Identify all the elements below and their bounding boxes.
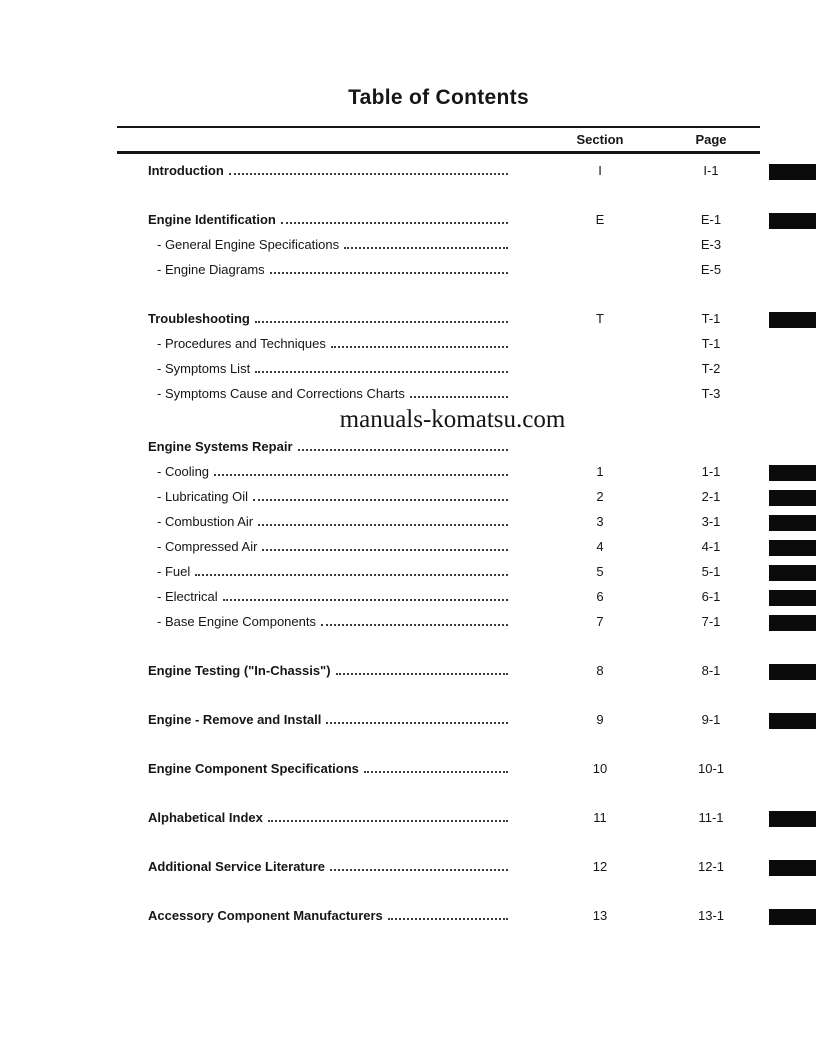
toc-entry-page: 7-1 xyxy=(701,614,721,629)
dot-leader xyxy=(344,246,508,249)
toc-entry-section: 13 xyxy=(592,908,608,923)
dot-leader xyxy=(223,598,508,601)
section-column-header: Section xyxy=(576,132,624,147)
toc-entry-page: 3-1 xyxy=(701,514,721,529)
toc-entry-section: 4 xyxy=(596,539,604,554)
toc-entry-label-area xyxy=(148,712,510,731)
dot-leader xyxy=(330,868,508,871)
toc-entry-label-area xyxy=(148,439,510,458)
toc-entry-page: 6-1 xyxy=(701,589,721,604)
toc-entry-section xyxy=(510,401,690,405)
toc-entry-page: 1-1 xyxy=(701,464,721,479)
toc-entry-label-area xyxy=(148,212,510,231)
index-tab xyxy=(769,860,816,876)
toc-row xyxy=(117,706,760,731)
toc-row xyxy=(117,157,760,182)
toc-entry-page: 10-1 xyxy=(697,761,725,776)
toc-entry-page: 9-1 xyxy=(701,712,721,727)
toc-entry-label-area xyxy=(148,311,510,330)
toc-entry-section xyxy=(510,252,690,256)
toc-entry-label: Accessory Component Manufacturers xyxy=(148,908,383,923)
toc-entry-section: 12 xyxy=(592,859,608,874)
toc-entry-section xyxy=(510,454,690,458)
index-tab xyxy=(769,312,816,328)
dot-leader xyxy=(253,498,508,501)
toc-row xyxy=(117,804,760,829)
dot-leader xyxy=(410,395,508,398)
toc-entry-section xyxy=(510,376,690,380)
index-tab xyxy=(769,664,816,680)
toc-entry-label: - Combustion Air xyxy=(157,514,254,529)
toc-entry-page: T-1 xyxy=(701,336,721,351)
dot-leader xyxy=(388,917,508,920)
toc-entry-section: 7 xyxy=(596,614,604,629)
toc-row xyxy=(117,483,760,508)
toc-entry-label-area xyxy=(148,663,510,682)
toc-entry-label-area xyxy=(157,514,510,533)
dot-leader xyxy=(336,672,508,675)
toc-entry-label: - Fuel xyxy=(157,564,191,579)
dot-leader xyxy=(321,623,508,626)
toc-entry-label: - Electrical xyxy=(157,589,218,604)
toc-entry-page: 5-1 xyxy=(701,564,721,579)
index-tab xyxy=(769,540,816,556)
toc-entry-page: T-2 xyxy=(701,361,721,376)
toc-entry-label-area xyxy=(157,386,510,405)
toc-entry-label-area xyxy=(148,810,510,829)
dot-leader xyxy=(298,448,509,451)
page-title: Table of Contents xyxy=(348,86,529,109)
toc-entry-label: Alphabetical Index xyxy=(148,810,263,825)
toc-entry-section: 6 xyxy=(596,589,604,604)
toc-entry-section: 5 xyxy=(596,564,604,579)
toc-entry-page: I-1 xyxy=(703,163,719,178)
toc-row xyxy=(117,458,760,483)
index-tab xyxy=(769,565,816,581)
dot-leader xyxy=(229,172,508,175)
toc-entry-page: E-3 xyxy=(700,237,722,252)
table-header-rule xyxy=(117,151,760,154)
toc-entry-label: - General Engine Specifications xyxy=(157,237,340,252)
toc-entry-section: 1 xyxy=(596,464,604,479)
toc-entry-label: Engine Component Specifications xyxy=(148,761,359,776)
toc-entry-section: 3 xyxy=(596,514,604,529)
toc-entry-label: Engine Testing ("In-Chassis") xyxy=(148,663,331,678)
dot-leader xyxy=(364,770,508,773)
dot-leader xyxy=(331,345,508,348)
dot-leader xyxy=(281,221,508,224)
toc-entry-page: E-1 xyxy=(700,212,722,227)
toc-entry-label: - Symptoms List xyxy=(157,361,251,376)
toc-entry-label-area xyxy=(157,361,510,380)
toc-entry-section: T xyxy=(596,311,604,326)
toc-entry-label: Engine Systems Repair xyxy=(148,439,293,454)
watermark-text: manuals-komatsu.com xyxy=(339,406,566,433)
toc-entry-section: 9 xyxy=(596,712,604,727)
toc-entry-page xyxy=(690,454,760,458)
toc-content xyxy=(117,0,760,927)
toc-row xyxy=(117,508,760,533)
toc-row xyxy=(117,433,760,458)
toc-entry-page: 4-1 xyxy=(701,539,721,554)
index-tab xyxy=(769,465,816,481)
toc-entry-section: 2 xyxy=(596,489,604,504)
toc-entry-label-area xyxy=(148,761,510,780)
toc-entry-label: Engine Identification xyxy=(148,212,276,227)
toc-entry-label: - Lubricating Oil xyxy=(157,489,249,504)
toc-entry-label: - Compressed Air xyxy=(157,539,258,554)
toc-entry-section: I xyxy=(598,163,602,178)
index-tab xyxy=(769,615,816,631)
dot-leader xyxy=(258,523,508,526)
toc-entry-label-area xyxy=(157,237,510,256)
index-tab xyxy=(769,213,816,229)
toc-entry-page: 13-1 xyxy=(697,908,725,923)
toc-row xyxy=(117,330,760,355)
toc-rows xyxy=(117,157,760,927)
index-tab xyxy=(769,590,816,606)
toc-entry-label-area xyxy=(157,464,510,483)
toc-entry-label: Additional Service Literature xyxy=(148,859,325,874)
toc-entry-label: - Engine Diagrams xyxy=(157,262,265,277)
toc-entry-section: 8 xyxy=(596,663,604,678)
toc-row xyxy=(117,657,760,682)
toc-entry-label-area xyxy=(157,564,510,583)
dot-leader xyxy=(255,370,508,373)
toc-entry-page: T-3 xyxy=(701,386,721,401)
toc-row xyxy=(117,256,760,281)
dot-leader xyxy=(262,548,508,551)
dot-leader xyxy=(270,271,508,274)
toc-entry-label-area xyxy=(157,489,510,508)
toc-row xyxy=(117,583,760,608)
toc-row xyxy=(117,558,760,583)
index-tab xyxy=(769,164,816,180)
toc-row xyxy=(117,231,760,256)
dot-leader xyxy=(255,320,508,323)
toc-entry-label: - Procedures and Techniques xyxy=(157,336,326,351)
dot-leader xyxy=(326,721,508,724)
toc-entry-section xyxy=(510,277,690,281)
toc-row xyxy=(117,355,760,380)
index-tab xyxy=(769,515,816,531)
toc-entry-page: 12-1 xyxy=(697,859,725,874)
toc-entry-label: Introduction xyxy=(148,163,224,178)
toc-row xyxy=(117,305,760,330)
dot-leader xyxy=(195,573,508,576)
toc-row xyxy=(117,380,760,405)
toc-entry-page: 8-1 xyxy=(701,663,721,678)
toc-entry-label: - Symptoms Cause and Corrections Charts xyxy=(157,386,405,401)
toc-row xyxy=(117,608,760,633)
toc-entry-label-area xyxy=(148,859,510,878)
toc-row xyxy=(117,853,760,878)
index-tab xyxy=(769,490,816,506)
toc-row xyxy=(117,902,760,927)
toc-entry-page: 2-1 xyxy=(701,489,721,504)
toc-entry-label-area xyxy=(157,589,510,608)
toc-entry-section xyxy=(510,351,690,355)
dot-leader xyxy=(214,473,508,476)
page-column-header: Page xyxy=(695,132,727,147)
toc-entry-label-area xyxy=(157,262,510,281)
toc-row xyxy=(117,206,760,231)
toc-entry-section: 10 xyxy=(592,761,608,776)
toc-entry-label-area xyxy=(148,908,510,927)
toc-entry-page: 11-1 xyxy=(698,810,724,825)
toc-entry-label-area xyxy=(157,614,510,633)
toc-entry-label: Engine - Remove and Install xyxy=(148,712,322,727)
index-tab xyxy=(769,909,816,925)
toc-entry-section: 11 xyxy=(593,810,607,825)
dot-leader xyxy=(268,819,508,822)
toc-entry-label-area xyxy=(148,163,510,182)
index-tab xyxy=(769,811,816,827)
toc-entry-label: - Base Engine Components xyxy=(157,614,316,629)
toc-entry-label-area xyxy=(157,539,510,558)
toc-row xyxy=(117,533,760,558)
toc-entry-label-area xyxy=(157,336,510,355)
toc-entry-section: E xyxy=(595,212,605,227)
index-tab xyxy=(769,713,816,729)
table-header-row xyxy=(117,128,760,151)
toc-row xyxy=(117,755,760,780)
toc-entry-label: - Cooling xyxy=(157,464,210,479)
header-spacer xyxy=(117,138,510,142)
toc-entry-page: E-5 xyxy=(700,262,722,277)
toc-entry-page: T-1 xyxy=(701,311,721,326)
toc-entry-label: Troubleshooting xyxy=(148,311,250,326)
